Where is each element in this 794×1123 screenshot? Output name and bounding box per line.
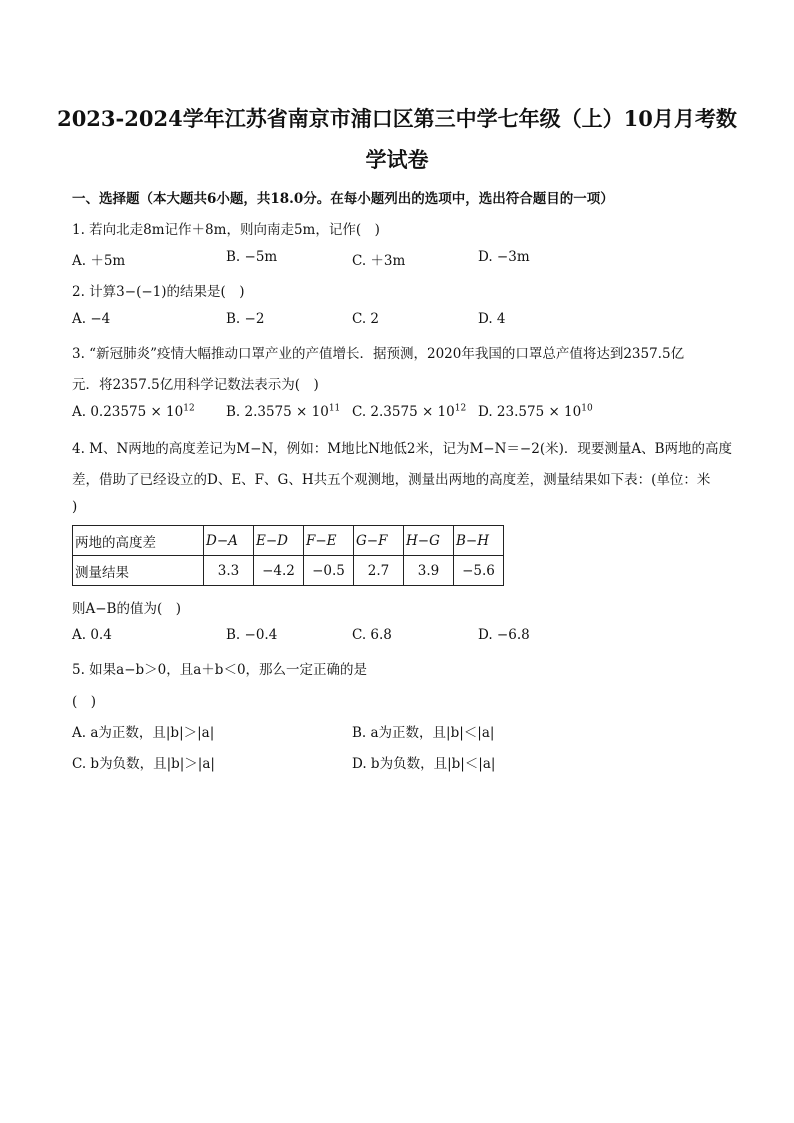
question-3-stem-line-1: 3. “新冠肺炎”疫情大幅推动口罩产业的产值增长．据预测，2020年我国的口罩总产值将达到2357.5亿 (72, 346, 685, 362)
exam-title-line-1: 2023-2024学年江苏省南京市浦口区第三中学七年级（上）10月月考数 (57, 106, 737, 131)
q4-option-d: D. −6.8 (478, 627, 530, 643)
q2-option-c: C. 2 (352, 311, 380, 327)
table-header-cell: H−G (404, 526, 454, 556)
table-value-cell: −5.6 (454, 556, 504, 586)
q3-option-a-exponent: 12 (183, 403, 195, 414)
table-value-cell: 2.7 (354, 556, 404, 586)
q1-option-b: B. −5m (226, 249, 278, 265)
table-header-cell: F−E (304, 526, 354, 556)
q4-option-a: A. 0.4 (72, 627, 112, 643)
q5-option-a: A. a为正数，且|b|＞|a| (72, 725, 215, 741)
question-4-stem-line-2: 差，借助了已经设立的D、E、F、G、H共五个观测地，测量出两地的高度差，测量结果如下表：(单位：米 (72, 472, 711, 488)
table-value-cell: −0.5 (304, 556, 354, 586)
q2-option-a: A. −4 (72, 311, 111, 327)
table-value-cell: 3.3 (204, 556, 254, 586)
table-value-cell: −4.2 (254, 556, 304, 586)
q4-option-c: C. 6.8 (352, 627, 392, 643)
table-row (73, 556, 504, 586)
q3-option-a (72, 404, 195, 420)
section-heading: 一、选择题（本大题共6小题，共18.0分。在每小题列出的选项中，选出符合题目的一项） (72, 191, 614, 207)
exam-title-line-2: 学试卷 (365, 147, 429, 172)
table-row-label: 两地的高度差 (73, 526, 204, 556)
q3-option-d-exponent: 10 (581, 403, 593, 414)
question-4-stem-line-1: 4. M、N两地的高度差记为M−N，例如：M地比N地低2米，记为M−N＝−2(米)．现要测量A、B两地的高度 (72, 441, 733, 457)
table-header-cell: B−H (454, 526, 504, 556)
question-5-stem-line-1: 5. 如果a−b＞0，且a＋b＜0，那么一定正确的是 (72, 662, 368, 678)
question-5-stem-line-2: ( ) (72, 694, 97, 710)
q3-option-d (478, 404, 593, 420)
table-header-cell: G−F (354, 526, 404, 556)
q3-option-d-base: D. 23.575 × 10 (478, 404, 582, 420)
q5-option-c: C. b为负数，且|b|＞|a| (72, 756, 215, 772)
question-1-stem: 1. 若向北走8m记作＋8m，则向南走5m，记作( ) (72, 222, 380, 238)
q2-option-b: B. −2 (226, 311, 265, 327)
q1-option-c: C. ＋3m (352, 253, 406, 269)
table-header-cell: D−A (204, 526, 254, 556)
q3-option-c-base: C. 2.3575 × 10 (352, 404, 455, 420)
q4-option-b: B. −0.4 (226, 627, 278, 643)
q3-option-b-exponent: 11 (328, 403, 341, 414)
height-difference-table (72, 525, 504, 586)
question-3-stem-line-2: 元．将2357.5亿用科学记数法表示为( ) (72, 377, 319, 393)
table-header-cell: E−D (254, 526, 304, 556)
q5-option-b: B. a为正数，且|b|＜|a| (352, 725, 495, 741)
question-4-stem-line-3: ) (72, 499, 78, 515)
q3-option-b (226, 404, 340, 420)
q2-option-d: D. 4 (478, 311, 506, 327)
question-2-stem: 2. 计算3−(−1)的结果是( ) (72, 284, 245, 300)
table-row (73, 526, 504, 556)
table-value-cell: 3.9 (404, 556, 454, 586)
q3-option-a-base: A. 0.23575 × 10 (72, 404, 184, 420)
q5-option-d: D. b为负数，且|b|＜|a| (352, 756, 496, 772)
q1-option-d: D. −3m (478, 249, 530, 265)
q3-option-b-base: B. 2.3575 × 10 (226, 404, 329, 420)
q3-option-c (352, 404, 466, 420)
question-4-prompt: 则A−B的值为( ) (72, 601, 182, 617)
q3-option-c-exponent: 12 (454, 403, 467, 414)
q1-option-a: A. ＋5m (72, 253, 126, 269)
table-row-label: 测量结果 (73, 556, 204, 586)
